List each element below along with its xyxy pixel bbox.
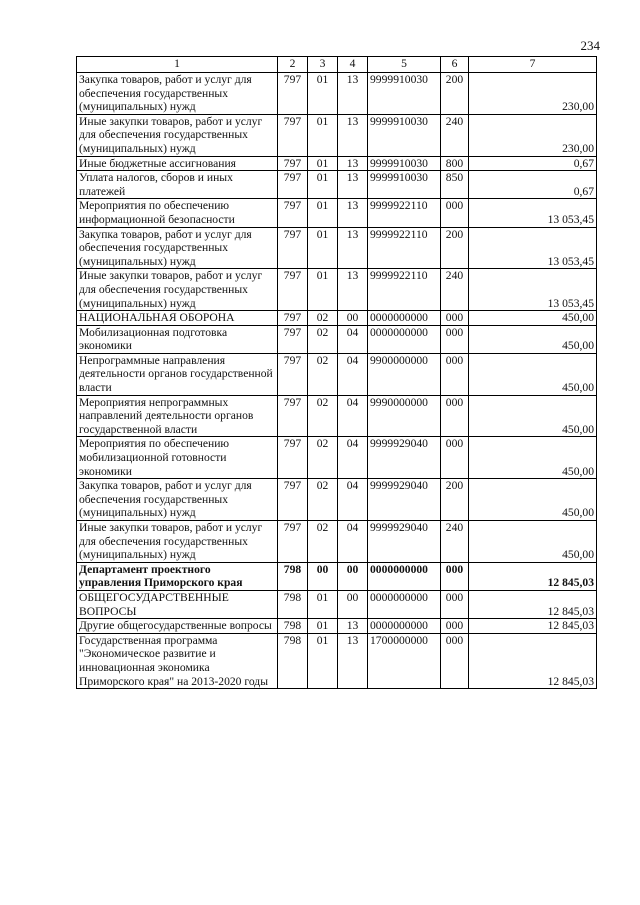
subsection-code: 00	[338, 562, 368, 590]
target-article-code: 0000000000	[368, 311, 441, 326]
target-article-code: 0000000000	[368, 619, 441, 634]
department-code: 797	[278, 171, 308, 199]
amount: 450,00	[469, 311, 597, 326]
section-code: 01	[308, 269, 338, 311]
target-article-code: 9999929040	[368, 437, 441, 479]
department-code: 797	[278, 269, 308, 311]
expense-type-code: 240	[441, 114, 469, 156]
subsection-code: 04	[338, 521, 368, 563]
item-name: Уплата налогов, сборов и иных платежей	[77, 171, 278, 199]
department-code: 797	[278, 437, 308, 479]
section-code: 01	[308, 619, 338, 634]
header-col-6: 6	[441, 57, 469, 73]
item-name: Закупка товаров, работ и услуг для обеспечения государственных (муниципальных) нужд	[77, 73, 278, 115]
expense-type-code: 240	[441, 269, 469, 311]
subsection-code: 13	[338, 199, 368, 227]
target-article-code: 9999929040	[368, 521, 441, 563]
table-row	[77, 521, 597, 563]
target-article-code: 1700000000	[368, 633, 441, 688]
section-code: 01	[308, 171, 338, 199]
page-number: 234	[580, 38, 600, 53]
subsection-code: 04	[338, 395, 368, 437]
department-code: 797	[278, 227, 308, 269]
target-article-code: 9999922110	[368, 269, 441, 311]
department-code: 797	[278, 353, 308, 395]
section-code: 00	[308, 562, 338, 590]
target-article-code: 0000000000	[368, 590, 441, 618]
amount: 12 845,03	[469, 590, 597, 618]
header-row	[77, 57, 597, 73]
section-code: 01	[308, 114, 338, 156]
table-row	[77, 269, 597, 311]
header-col-1: 1	[77, 57, 278, 73]
target-article-code: 9900000000	[368, 353, 441, 395]
expense-type-code: 850	[441, 171, 469, 199]
table-row	[77, 114, 597, 156]
subsection-code: 13	[338, 73, 368, 115]
section-code: 01	[308, 199, 338, 227]
expense-type-code: 000	[441, 395, 469, 437]
amount: 230,00	[469, 114, 597, 156]
section-code: 01	[308, 590, 338, 618]
amount: 450,00	[469, 437, 597, 479]
expense-type-code: 240	[441, 521, 469, 563]
section-code: 01	[308, 156, 338, 171]
subsection-code: 13	[338, 171, 368, 199]
department-code: 797	[278, 395, 308, 437]
item-name: Иные бюджетные ассигнования	[77, 156, 278, 171]
amount: 12 845,03	[469, 562, 597, 590]
amount: 230,00	[469, 73, 597, 115]
table-row	[77, 562, 597, 590]
amount: 0,67	[469, 156, 597, 171]
item-name: Другие общегосударственные вопросы	[77, 619, 278, 634]
item-name: Мероприятия непрограммных направлений деятельности органов государственной власти	[77, 395, 278, 437]
subsection-code: 04	[338, 353, 368, 395]
department-code: 797	[278, 114, 308, 156]
subsection-code: 04	[338, 479, 368, 521]
header-col-7: 7	[469, 57, 597, 73]
section-code: 02	[308, 479, 338, 521]
section-code: 02	[308, 395, 338, 437]
target-article-code: 9999910030	[368, 171, 441, 199]
header-col-2: 2	[278, 57, 308, 73]
amount: 13 053,45	[469, 199, 597, 227]
table-row	[77, 590, 597, 618]
table-row	[77, 353, 597, 395]
header-col-5: 5	[368, 57, 441, 73]
amount: 450,00	[469, 353, 597, 395]
amount: 450,00	[469, 395, 597, 437]
section-code: 01	[308, 73, 338, 115]
item-name: Непрограммные направления деятельности органов государственной власти	[77, 353, 278, 395]
amount: 12 845,03	[469, 619, 597, 634]
amount: 12 845,03	[469, 633, 597, 688]
target-article-code: 0000000000	[368, 562, 441, 590]
item-name: Закупка товаров, работ и услуг для обеспечения государственных (муниципальных) нужд	[77, 479, 278, 521]
department-code: 797	[278, 199, 308, 227]
expense-type-code: 200	[441, 479, 469, 521]
expense-type-code: 000	[441, 562, 469, 590]
subsection-code: 13	[338, 269, 368, 311]
header-col-4: 4	[338, 57, 368, 73]
section-code: 02	[308, 353, 338, 395]
subsection-code: 13	[338, 619, 368, 634]
target-article-code: 9999929040	[368, 479, 441, 521]
table-row	[77, 619, 597, 634]
target-article-code: 0000000000	[368, 325, 441, 353]
item-name: Иные закупки товаров, работ и услуг для обеспечения государственных (муниципальных) нужд	[77, 114, 278, 156]
budget-table	[76, 56, 597, 689]
table-row	[77, 73, 597, 115]
expense-type-code: 000	[441, 633, 469, 688]
subsection-code: 13	[338, 114, 368, 156]
department-code: 797	[278, 521, 308, 563]
department-code: 798	[278, 619, 308, 634]
section-code: 02	[308, 311, 338, 326]
amount: 13 053,45	[469, 227, 597, 269]
expense-type-code: 200	[441, 227, 469, 269]
item-name: Мобилизационная подготовка экономики	[77, 325, 278, 353]
expense-type-code: 000	[441, 590, 469, 618]
target-article-code: 9990000000	[368, 395, 441, 437]
item-name: ОБЩЕГОСУДАРСТВЕННЫЕ ВОПРОСЫ	[77, 590, 278, 618]
target-article-code: 9999922110	[368, 227, 441, 269]
expense-type-code: 000	[441, 311, 469, 326]
item-name: Закупка товаров, работ и услуг для обеспечения государственных (муниципальных) нужд	[77, 227, 278, 269]
item-name: Государственная программа "Экономическое развитие и инновационная экономика Приморского края" на 2013-2020 годы	[77, 633, 278, 688]
item-name: Мероприятия по обеспечению мобилизационной готовности экономики	[77, 437, 278, 479]
expense-type-code: 200	[441, 73, 469, 115]
table-row	[77, 633, 597, 688]
header-col-3: 3	[308, 57, 338, 73]
department-code: 797	[278, 325, 308, 353]
department-code: 798	[278, 633, 308, 688]
expense-type-code: 000	[441, 619, 469, 634]
table-row	[77, 156, 597, 171]
table-row	[77, 199, 597, 227]
amount: 0,67	[469, 171, 597, 199]
section-code: 01	[308, 227, 338, 269]
table-row	[77, 311, 597, 326]
amount: 450,00	[469, 325, 597, 353]
item-name: Иные закупки товаров, работ и услуг для обеспечения государственных (муниципальных) нужд	[77, 521, 278, 563]
amount: 13 053,45	[469, 269, 597, 311]
target-article-code: 9999910030	[368, 73, 441, 115]
item-name: НАЦИОНАЛЬНАЯ ОБОРОНА	[77, 311, 278, 326]
department-code: 797	[278, 156, 308, 171]
subsection-code: 04	[338, 325, 368, 353]
subsection-code: 13	[338, 633, 368, 688]
table-row	[77, 437, 597, 479]
table-row	[77, 395, 597, 437]
subsection-code: 04	[338, 437, 368, 479]
subsection-code: 00	[338, 311, 368, 326]
expense-type-code: 000	[441, 353, 469, 395]
expense-type-code: 000	[441, 325, 469, 353]
department-code: 797	[278, 479, 308, 521]
expense-type-code: 000	[441, 199, 469, 227]
department-code: 798	[278, 590, 308, 618]
table-row	[77, 171, 597, 199]
target-article-code: 9999910030	[368, 156, 441, 171]
table-row	[77, 227, 597, 269]
table-row	[77, 325, 597, 353]
table-row	[77, 479, 597, 521]
expense-type-code: 800	[441, 156, 469, 171]
section-code: 02	[308, 521, 338, 563]
table-body	[77, 57, 597, 689]
item-name: Департамент проектного управления Приморского края	[77, 562, 278, 590]
target-article-code: 9999922110	[368, 199, 441, 227]
item-name: Мероприятия по обеспечению информационной безопасности	[77, 199, 278, 227]
department-code: 798	[278, 562, 308, 590]
target-article-code: 9999910030	[368, 114, 441, 156]
item-name: Иные закупки товаров, работ и услуг для обеспечения государственных (муниципальных) нужд	[77, 269, 278, 311]
section-code: 02	[308, 437, 338, 479]
subsection-code: 13	[338, 227, 368, 269]
subsection-code: 13	[338, 156, 368, 171]
expense-type-code: 000	[441, 437, 469, 479]
amount: 450,00	[469, 521, 597, 563]
department-code: 797	[278, 73, 308, 115]
section-code: 02	[308, 325, 338, 353]
amount: 450,00	[469, 479, 597, 521]
section-code: 01	[308, 633, 338, 688]
subsection-code: 00	[338, 590, 368, 618]
department-code: 797	[278, 311, 308, 326]
